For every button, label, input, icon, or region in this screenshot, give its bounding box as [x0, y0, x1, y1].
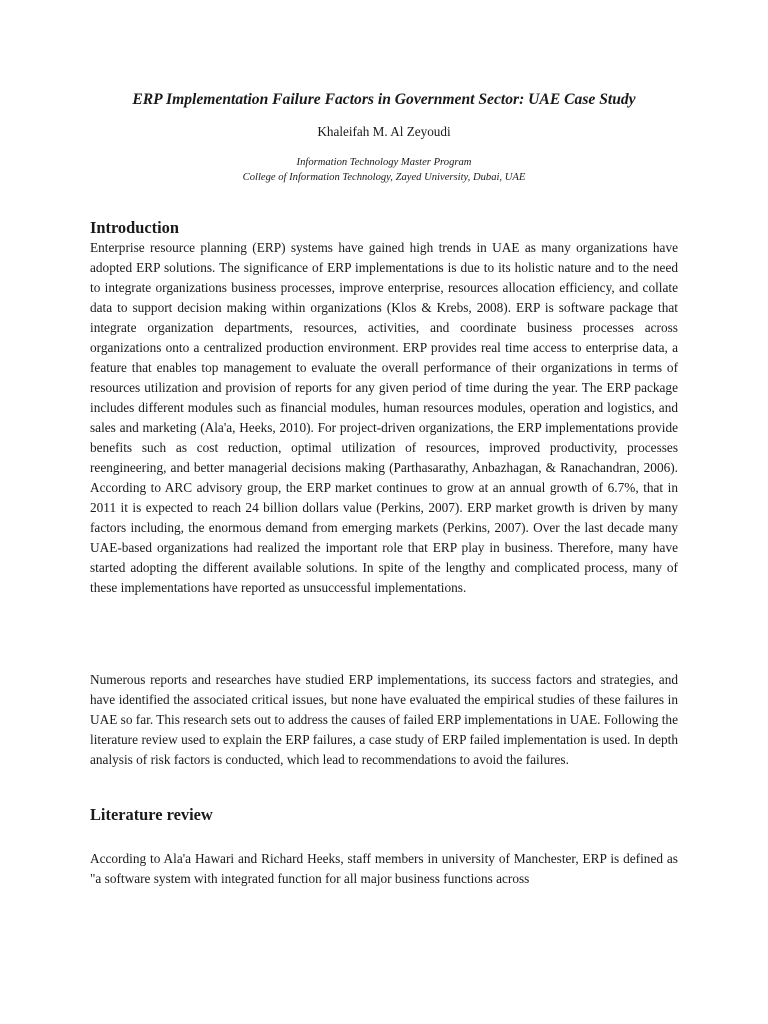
author-name: Khaleifah M. Al Zeyoudi — [317, 124, 451, 139]
introduction-paragraph-1: Enterprise resource planning (ERP) systems have gained high trends in UAE as many organizations have adopted ERP solutions. The significance of ERP implementations is due to its holistic nature and to the need to integrate organizations business processes, improve enterprise, resources allocation efficiency, and collate data to support decision making within organizations (Klos & Krebs, 2008). ERP is software package that integrate organization departments, resources, activities, and coordinate business processes across organizations onto a centralized production environment. ERP provides real time access to enterprise data, a feature that enables top management to evaluate the overall performance of their organizations in terms of resources utilization and provision of reports for any given period of time during the year. The ERP package includes different modules such as financial modules, human resources modules, operation and logistics, and sales and marketing (Ala'a, Heeks, 2010). For project-driven organizations, the ERP implementations provide benefits such as cost reduction, optimal utilization of resources, improved productivity, processes reengineering, and better managerial decisions making (Parthasarathy, Anbazhagan, & Ranachandran, 2006). According to ARC advisory group, the ERP market continues to grow at an annual growth of 6.7%, that in 2011 it is expected to reach 24 billion dollars value (Perkins, 2007). ERP market growth is driven by many factors including, the enormous demand from emerging markets (Perkins, 2007). Over the last decade many UAE-based organizations had realized the important role that ERP play in business. Therefore, many have started adopting the different available solutions. In spite of the lengthy and complicated process, many of these implementations have reported as unsuccessful implementations. — [90, 240, 678, 595]
affiliation-program: Information Technology Master Program — [296, 157, 472, 168]
introduction-paragraph-2: Numerous reports and researches have studied ERP implementations, its success factors and strategies, and have identified the associated critical issues, but none have evaluated the empirical studies of these failures in UAE so far. This research sets out to address the causes of failed ERP implementations in UAE. Following the literature review used to explain the ERP failures, a case study of ERP failed implementation is used. In depth analysis of risk factors is conducted, which lead to recommendations to avoid the failures. — [90, 672, 678, 767]
affiliation-college: College of Information Technology, Zayed University, Dubai, UAE — [242, 172, 526, 183]
introduction-heading: Introduction — [90, 218, 179, 237]
paper-title: ERP Implementation Failure Factors in Government Sector: UAE Case Study — [132, 91, 636, 108]
literature-review-heading: Literature review — [90, 805, 213, 824]
literature-review-paragraph-1: According to Ala'a Hawari and Richard Heeks, staff members in university of Manchester, ERP is defined as "a software system with integrated function for all major business functions across — [90, 851, 678, 886]
